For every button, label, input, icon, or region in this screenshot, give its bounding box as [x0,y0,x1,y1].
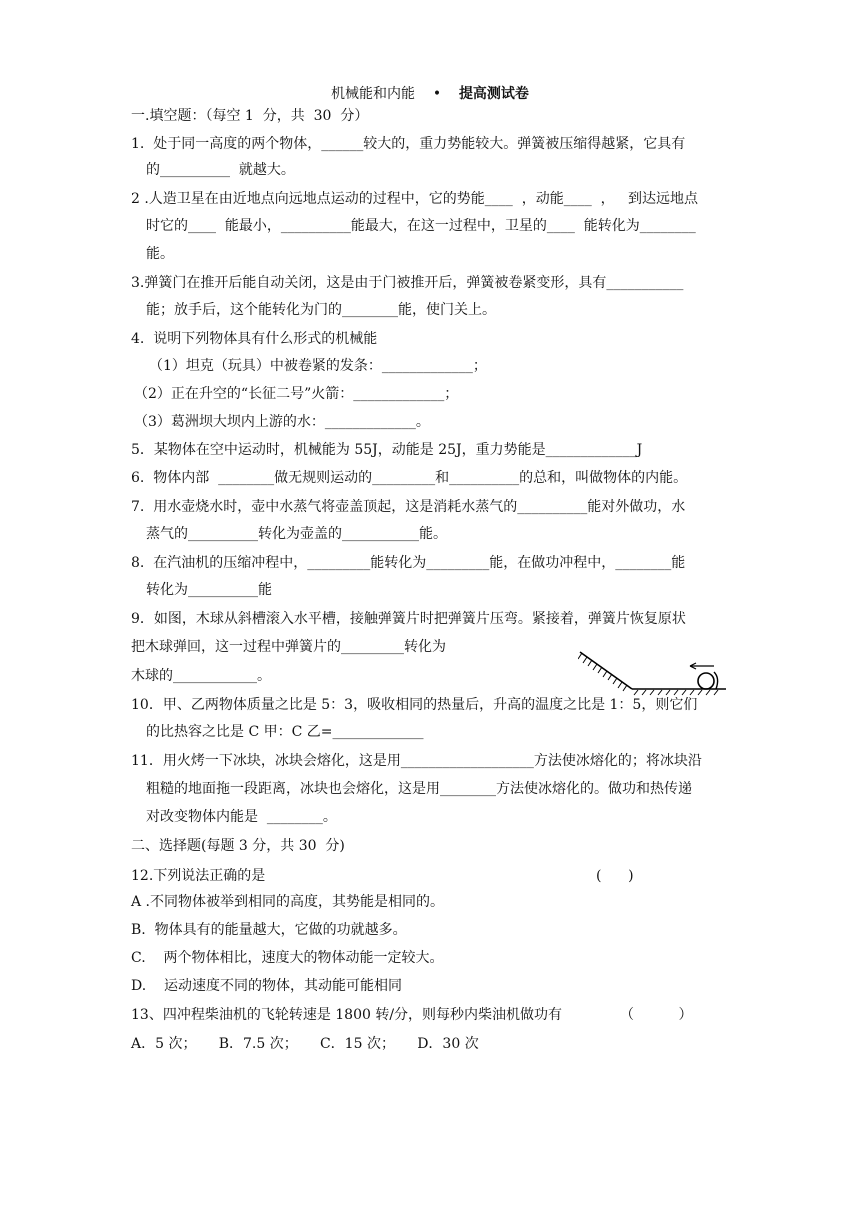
question-4-line-1: 4. 说明下列物体具有什么形式的机械能 [131,331,378,347]
inclined-chute-ball-spring-icon [578,648,728,696]
question-10-line-2: 的比热容之比是 C 甲：C 乙=_____________ [146,724,424,740]
question-12-option-c: C. 两个物体相比，速度大的物体动能一定较大。 [131,950,444,966]
question-1-line-2: 的__________ 就越大。 [146,162,295,178]
question-8-line-1: 8. 在汽油机的压缩冲程中，_________能转化为_________能，在做功冲程中，________能 [131,555,686,571]
question-3-line-1: 3.弹簧门在推开后能自动关闭，这是由于门被推开后，弹簧被卷紧变形，具有___________ [131,275,684,291]
question-13-stem: 13、四冲程柴油机的飞轮转速是 1800 转/分，则每秒内柴油机做功有 [131,1007,563,1023]
question-10-line-1: 10．甲、乙两物体质量之比是 5：3，吸收相同的热量后，升高的温度之比是 1：5，则它们 [131,697,698,713]
question-4-item-1: （1）坦克（玩具）中被卷紧的发条：_____________； [149,358,487,374]
title-main: 机械能和内能 [331,86,416,102]
question-1-line-1: 1. 处于同一高度的两个物体，______较大的，重力势能较大。弹簧被压缩得越紧，它具有 [131,136,686,152]
question-2-line-1: 2 .人造卫星在由近地点向远地点运动的过程中，它的势能____ ，动能____ ， 到达远地点 [131,191,698,207]
question-8-line-2: 转化为__________能 [146,582,272,598]
question-11-line-3: 对改变物体内能是 ________。 [146,809,337,825]
question-4-item-2: （2）正在升空的“长征二号”火箭：_____________； [134,386,459,402]
title-bold: 提高测试卷 [458,86,529,102]
question-12-stem: 12.下列说法正确的是 [131,868,266,884]
question-3-line-2: 能；放手后，这个能转化为门的________能，使门关上。 [146,302,496,318]
page-title [0,84,860,104]
question-9-line-3: 木球的____________。 [131,668,271,684]
question-11-line-1: 11．用火烤一下冰块，冰块会熔化，这是用___________________方法使冰熔化的；将冰块沿 [131,753,702,769]
section-2-heading: 二、选择题(每题 3 分，共 30 分) [131,838,345,854]
question-9-line-1: 9．如图，木球从斜槽滚入水平槽，接触弹簧片时把弹簧片压弯。紧接着，弹簧片恢复原状 [131,611,686,627]
question-2-line-2: 时它的____ 能最小，__________能最大，在这一过程中，卫星的____ 能转化为________ [146,218,696,234]
question-12-option-a: A .不同物体被举到相同的高度，其势能是相同的。 [131,894,445,910]
title-separator: • [432,86,442,102]
question-12-option-b: B. 物体具有的能量越大，它做的功就越多。 [131,922,407,938]
question-4-item-3: （3）葛洲坝大坝内上游的水：_____________。 [134,414,430,430]
question-9-line-2: 把木球弹回，这一过程中弹簧片的_________转化为 [131,639,446,655]
question-12-option-d: D. 运动速度不同的物体，其动能可能相同 [131,978,402,994]
question-5: 5．某物体在空中运动时，机械能为 55J，动能是 25J，重力势能是_____________J [131,442,643,458]
question-11-line-2: 粗糙的地面拖一段距离，冰块也会熔化，这是用________方法使冰熔化的。做功和热传递 [146,781,692,797]
section-1-heading: 一.填空题：（每空 1 分，共 30 分） [131,108,369,124]
question-13-options: A．5 次； B．7.5 次； C．15 次； D．30 次 [131,1036,479,1052]
question-12-answer-bracket: ( ) [596,868,634,884]
question-7-line-2: 蒸气的__________转化为壶盖的___________能。 [146,526,447,542]
question-2-line-3: 能。 [146,246,174,262]
question-6: 6. 物体内部 ________做无规则运动的_________和__________的总和，叫做物体的内能。 [131,470,688,486]
question-7-line-1: 7. 用水壶烧水时，壶中水蒸气将壶盖顶起，这是消耗水蒸气的__________能对外做功，水 [131,499,686,515]
question-13-answer-bracket: （ ） [620,1007,693,1023]
